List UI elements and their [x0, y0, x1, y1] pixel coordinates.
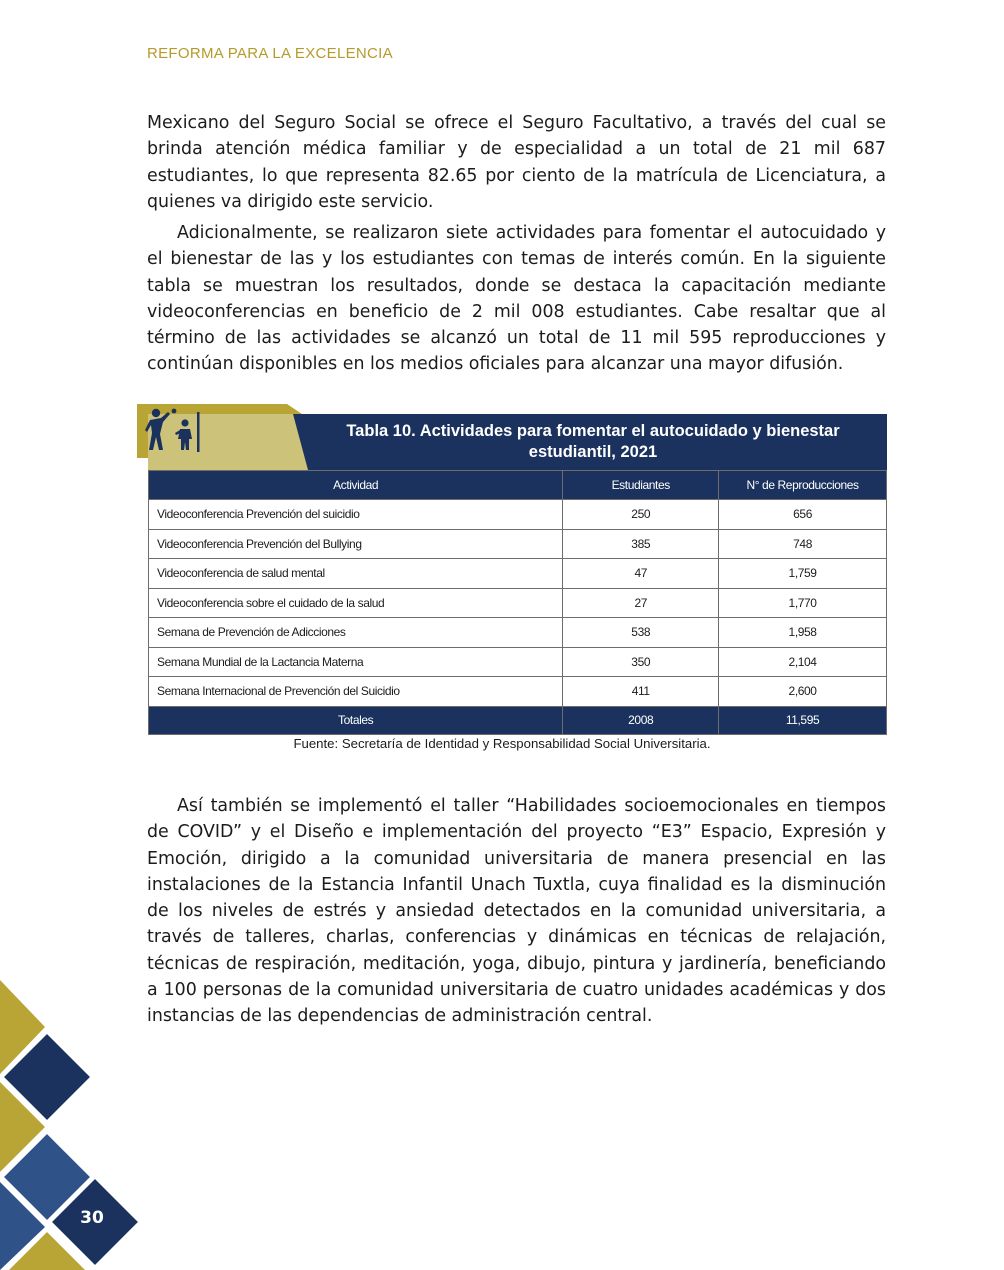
- table-row: [149, 559, 887, 589]
- body-paragraph-2: Adicionalmente, se realizaron siete actividades para fomentar el autocuidado y el bienestar de las y los estudiantes con temas de interés común. En la siguiente tabla se muestran los resultados, donde se destaca la capacitación mediante videoconferencias en beneficio de 2 mil 008 estudiantes. Cabe resaltar que al término de las actividades se alcanzó un total de 11 mil 595 reproducciones y continúan disponibles en los medios oficiales para alcanzar una mayor difusión.: [147, 223, 886, 375]
- table-row: [149, 618, 887, 648]
- cell-activity: Videoconferencia sobre el cuidado de la salud: [149, 588, 563, 618]
- table-row: [149, 647, 887, 677]
- cell-plays: 1,958: [719, 618, 887, 648]
- cell-students: 250: [563, 500, 719, 530]
- activities-table: [148, 470, 887, 735]
- cell-students: 538: [563, 618, 719, 648]
- cell-activity: Semana de Prevención de Adicciones: [149, 618, 563, 648]
- page-number: 30: [80, 1208, 104, 1228]
- cell-activity: Semana Mundial de la Lactancia Materna: [149, 647, 563, 677]
- table-totals-row: [149, 706, 887, 734]
- cell-activity: Videoconferencia Prevención del suicidio: [149, 500, 563, 530]
- cell-plays: 1,770: [719, 588, 887, 618]
- cell-activity: Videoconferencia Prevención del Bullying: [149, 529, 563, 559]
- col-header-activity: Actividad: [149, 471, 563, 500]
- cell-activity: Videoconferencia de salud mental: [149, 559, 563, 589]
- table-title-line-1: Tabla 10. Actividades para fomentar el autocuidado y bienestar: [346, 422, 840, 440]
- table-header-row: [149, 471, 887, 500]
- totals-plays: 11,595: [719, 706, 887, 734]
- body-paragraph-1: Mexicano del Seguro Social se ofrece el Seguro Facultativo, a través del cual se brinda atención médica familiar y de especialidad a un total de 21 mil 687 estudiantes, lo que representa 82.65 por ciento de la matrícula de Licenciatura, a quienes va dirigido este servicio.: [147, 113, 886, 212]
- cell-students: 350: [563, 647, 719, 677]
- table-title: [308, 421, 878, 463]
- table-row: [149, 529, 887, 559]
- cell-plays: 1,759: [719, 559, 887, 589]
- table-title-band: [148, 414, 887, 470]
- people-exercise-icon: [141, 406, 201, 454]
- cell-plays: 2,600: [719, 677, 887, 707]
- body-paragraph-3: Así también se implementó el taller “Habilidades socioemocionales en tiempos de COVID” y el Diseño e implementación del proyecto “E3” Espacio, Expresión y Emoción, dirigido a la comunidad universitaria de manera presencial en las instalaciones de la Estancia Infantil Unach Tuxtla, cuya finalidad es la disminución de los niveles de estrés y ansiedad detectados en la comunidad universitaria, a través de talleres, charlas, conferencias y dinámicas en técnicas de relajación, técnicas de respiración, meditación, yoga, dibujo, pintura y jardinería, beneficiando a 100 personas de la comunidad universitaria de cuatro unidades académicas y dos instancias de las dependencias de administración central.: [147, 796, 886, 1027]
- running-header: REFORMA PARA LA EXCELENCIA: [147, 45, 393, 62]
- table-title-line-2: estudiantil, 2021: [528, 443, 658, 461]
- totals-label: Totales: [149, 706, 563, 734]
- cell-students: 47: [563, 559, 719, 589]
- table-row: [149, 500, 887, 530]
- col-header-plays: N° de Reproducciones: [719, 471, 887, 500]
- cell-plays: 2,104: [719, 647, 887, 677]
- cell-students: 411: [563, 677, 719, 707]
- cell-activity: Semana Internacional de Prevención del Suicidio: [149, 677, 563, 707]
- table-row: [149, 677, 887, 707]
- table-block: [137, 404, 887, 752]
- table-source-note: Fuente: Secretaría de Identidad y Responsabilidad Social Universitaria.: [293, 736, 711, 751]
- table-row: [149, 588, 887, 618]
- totals-students: 2008: [563, 706, 719, 734]
- cell-students: 385: [563, 529, 719, 559]
- cell-students: 27: [563, 588, 719, 618]
- cell-plays: 656: [719, 500, 887, 530]
- col-header-students: Estudiantes: [563, 471, 719, 500]
- cell-plays: 748: [719, 529, 887, 559]
